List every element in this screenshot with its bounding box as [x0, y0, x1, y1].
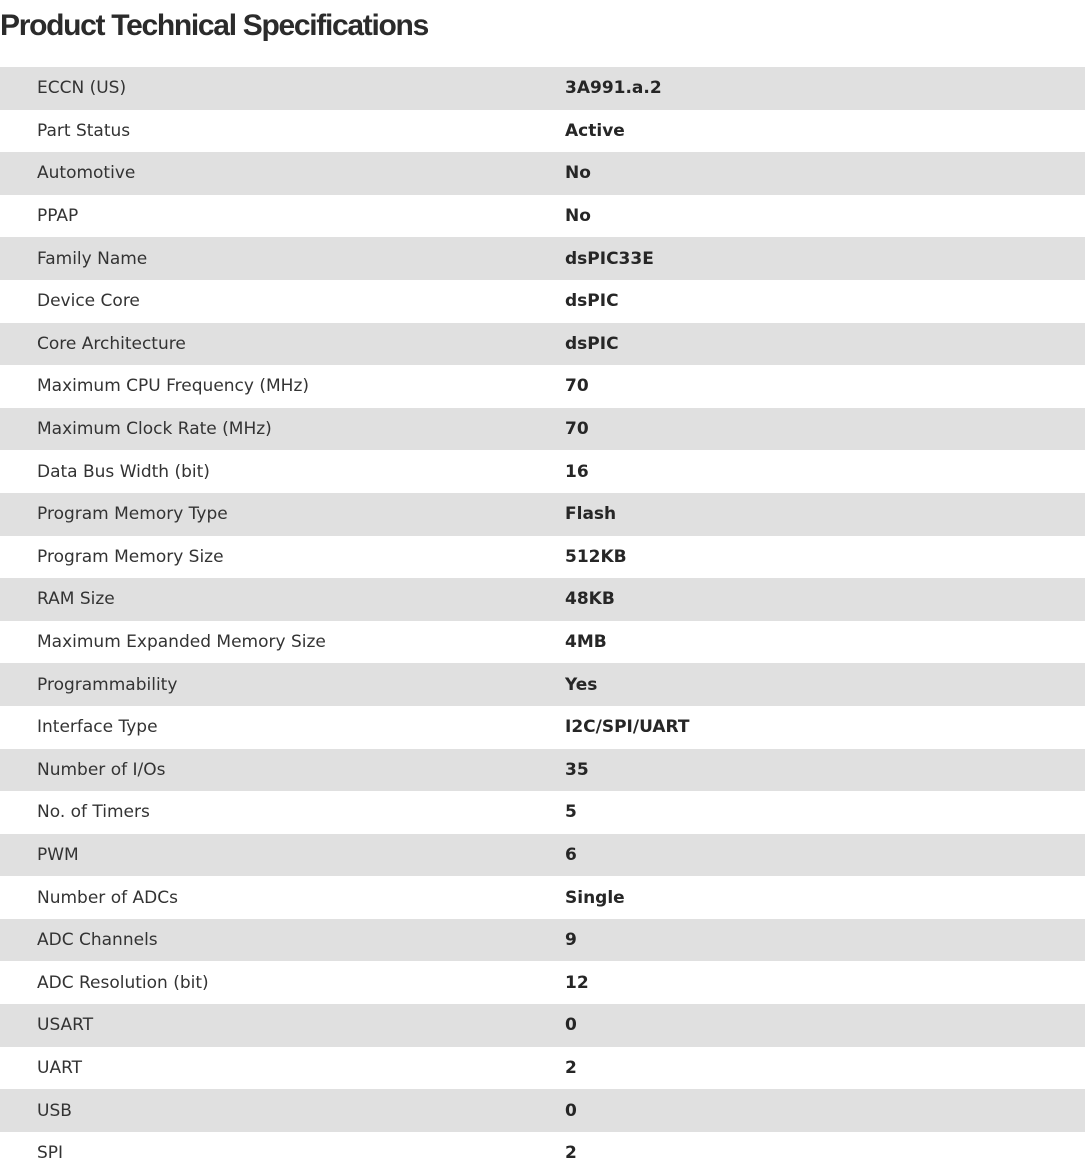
table-row: [0, 1047, 1085, 1090]
table-row: [0, 450, 1085, 493]
spec-name: Number of ADCs: [0, 876, 565, 919]
spec-value: 16: [565, 450, 1085, 493]
spec-value: 2: [565, 1132, 1085, 1174]
page-title: Product Technical Specifications: [0, 9, 428, 42]
spec-value: 5: [565, 791, 1085, 834]
table-row: [0, 365, 1085, 408]
spec-value: dsPIC: [565, 280, 1085, 323]
spec-name: PPAP: [0, 195, 565, 238]
spec-name: Maximum Clock Rate (MHz): [0, 408, 565, 451]
spec-value: 2: [565, 1047, 1085, 1090]
spec-name: Program Memory Type: [0, 493, 565, 536]
spec-value: No: [565, 152, 1085, 195]
table-row: [0, 152, 1085, 195]
table-row: [0, 1089, 1085, 1132]
spec-name: Automotive: [0, 152, 565, 195]
table-row: [0, 195, 1085, 238]
table-row: [0, 706, 1085, 749]
spec-value: Flash: [565, 493, 1085, 536]
table-row: [0, 67, 1085, 110]
spec-value: 70: [565, 408, 1085, 451]
table-row: [0, 1004, 1085, 1047]
table-row: [0, 237, 1085, 280]
spec-name: RAM Size: [0, 578, 565, 621]
spec-name: Part Status: [0, 110, 565, 153]
table-row: [0, 919, 1085, 962]
table-row: [0, 834, 1085, 877]
spec-name: ECCN (US): [0, 67, 565, 110]
spec-name: ADC Resolution (bit): [0, 961, 565, 1004]
spec-name: SPI: [0, 1132, 565, 1174]
table-row: [0, 280, 1085, 323]
spec-name: Maximum CPU Frequency (MHz): [0, 365, 565, 408]
table-row: [0, 749, 1085, 792]
spec-value: 35: [565, 749, 1085, 792]
table-row: [0, 791, 1085, 834]
table-row: [0, 536, 1085, 579]
table-row: [0, 493, 1085, 536]
table-row: [0, 323, 1085, 366]
spec-value: 6: [565, 834, 1085, 877]
spec-value: dsPIC33E: [565, 237, 1085, 280]
spec-name: Data Bus Width (bit): [0, 450, 565, 493]
spec-name: Maximum Expanded Memory Size: [0, 621, 565, 664]
spec-name: ADC Channels: [0, 919, 565, 962]
spec-name: Interface Type: [0, 706, 565, 749]
spec-value: 0: [565, 1089, 1085, 1132]
spec-value: 12: [565, 961, 1085, 1004]
spec-value: 0: [565, 1004, 1085, 1047]
spec-value: No: [565, 195, 1085, 238]
spec-table: [0, 67, 1085, 1174]
spec-name: Core Architecture: [0, 323, 565, 366]
spec-name: No. of Timers: [0, 791, 565, 834]
spec-value: 9: [565, 919, 1085, 962]
table-row: [0, 663, 1085, 706]
spec-name: Number of I/Os: [0, 749, 565, 792]
table-row: [0, 408, 1085, 451]
spec-value: 70: [565, 365, 1085, 408]
spec-name: USART: [0, 1004, 565, 1047]
table-row: [0, 578, 1085, 621]
spec-table-body: [0, 67, 1085, 1174]
spec-value: 48KB: [565, 578, 1085, 621]
spec-value: I2C/SPI/UART: [565, 706, 1085, 749]
spec-value: 512KB: [565, 536, 1085, 579]
spec-value: Yes: [565, 663, 1085, 706]
spec-value: dsPIC: [565, 323, 1085, 366]
spec-name: Program Memory Size: [0, 536, 565, 579]
spec-name: Programmability: [0, 663, 565, 706]
table-row: [0, 110, 1085, 153]
table-row: [0, 876, 1085, 919]
spec-value: Single: [565, 876, 1085, 919]
table-row: [0, 1132, 1085, 1174]
spec-name: Device Core: [0, 280, 565, 323]
spec-value: Active: [565, 110, 1085, 153]
table-row: [0, 621, 1085, 664]
spec-name: PWM: [0, 834, 565, 877]
spec-value: 3A991.a.2: [565, 67, 1085, 110]
spec-value: 4MB: [565, 621, 1085, 664]
spec-name: UART: [0, 1047, 565, 1090]
spec-name: USB: [0, 1089, 565, 1132]
spec-name: Family Name: [0, 237, 565, 280]
table-row: [0, 961, 1085, 1004]
